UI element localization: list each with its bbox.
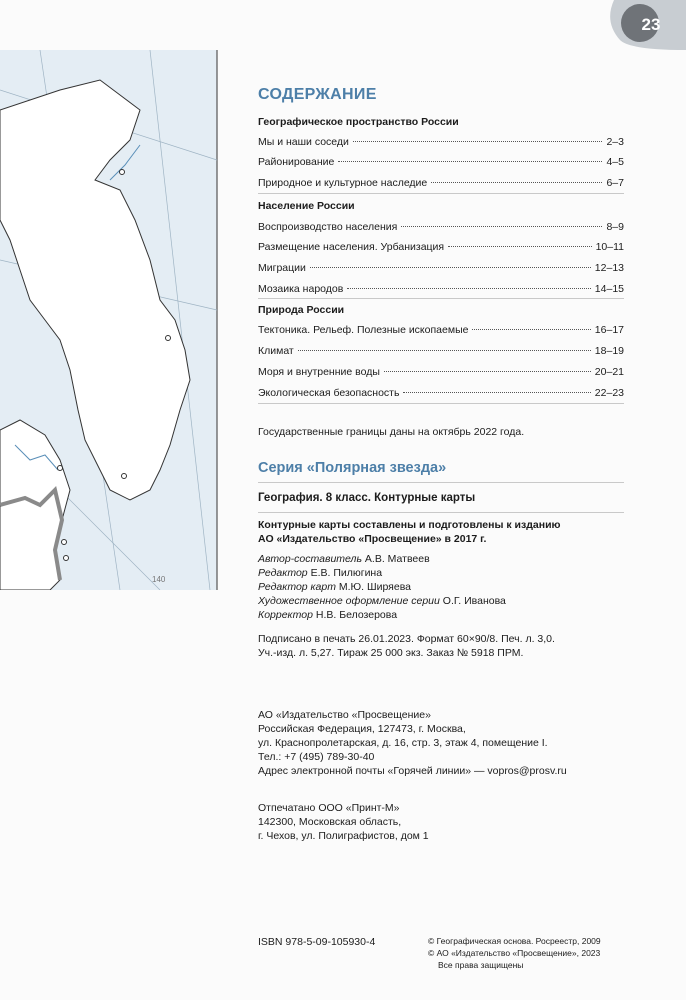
printer-line: Отпечатано ООО «Принт-М» (258, 802, 400, 814)
borders-note: Государственные границы даны на октябрь 2022 года. (258, 426, 525, 438)
toc-item[interactable] (258, 283, 624, 297)
contour-map (0, 50, 220, 590)
toc-item[interactable] (258, 177, 624, 191)
publisher-line: АО «Издательство «Просвещение» (258, 709, 431, 721)
toc-item-label: Воспроизводство населения (258, 221, 398, 233)
toc-item[interactable] (258, 136, 624, 150)
credit-line (258, 595, 506, 607)
toc-item-label: Мы и наши соседи (258, 136, 349, 148)
toc-divider (258, 403, 624, 404)
credit-line (258, 567, 382, 579)
toc-item-label: Климат (258, 345, 294, 357)
credit-role: Редактор (258, 567, 308, 579)
credit-name: Е.В. Пилюгина (310, 567, 383, 579)
toc-item[interactable] (258, 366, 624, 380)
credit-role: Корректор (258, 609, 313, 621)
series-title: Серия «Полярная звезда» (258, 460, 447, 476)
toc-item-pages: 14–15 (594, 283, 624, 295)
toc-item[interactable] (258, 387, 624, 401)
printer-line: 142300, Московская область, (258, 816, 402, 828)
credit-name: А.В. Матвеев (364, 553, 430, 565)
toc-item-pages: 10–11 (595, 241, 624, 253)
toc-item-label: Миграции (258, 262, 306, 274)
copyright-line: © Географическая основа. Росреестр, 2009 (428, 936, 601, 946)
toc-item-label: Тектоника. Рельеф. Полезные ископаемые (258, 324, 469, 336)
toc-item-pages: 4–5 (606, 156, 624, 168)
toc-item-pages: 8–9 (606, 221, 624, 233)
printer-line: г. Чехов, ул. Полиграфистов, дом 1 (258, 830, 429, 842)
toc-item[interactable] (258, 324, 624, 338)
toc-item-pages: 22–23 (594, 387, 624, 399)
toc-item-pages: 20–21 (594, 366, 624, 378)
toc-item-label: Размещение населения. Урбанизация (258, 241, 445, 253)
toc-item[interactable] (258, 241, 624, 255)
publisher-line: Тел.: +7 (495) 789-30-40 (258, 751, 375, 763)
credit-name: О.Г. Иванова (442, 595, 506, 607)
toc-section-title: Природа России (258, 304, 345, 316)
book-divider (258, 512, 624, 513)
copyright-line: © АО «Издательство «Просвещение», 2023 (428, 948, 601, 958)
toc-item-label: Экологическая безопасность (258, 387, 400, 399)
copyright-line: Все права защищены (438, 960, 524, 970)
toc-item-pages: 16–17 (594, 324, 624, 336)
toc-title: СОДЕРЖАНИЕ (258, 86, 377, 103)
credit-name: Н.В. Белозерова (315, 609, 398, 621)
toc-item-pages: 18–19 (594, 345, 624, 357)
toc-item-label: Моря и внутренние воды (258, 366, 380, 378)
map-longitude-label: 140 (152, 575, 166, 584)
toc-item[interactable] (258, 262, 624, 276)
toc-divider (258, 193, 624, 194)
toc-item-label: Мозаика народов (258, 283, 344, 295)
prepared-line-1: Контурные карты составлены и подготовлены к изданию (258, 519, 561, 531)
credit-role: Автор-составитель (258, 553, 362, 565)
toc-item-label: Природное и культурное наследие (258, 177, 428, 189)
credit-line (258, 553, 430, 565)
isbn: ISBN 978-5-09-105930-4 (258, 936, 376, 948)
toc-divider (258, 298, 624, 299)
credit-role: Художественное оформление серии (258, 595, 440, 607)
publisher-line: ул. Краснопролетарская, д. 16, стр. 3, этаж 4, помещение I. (258, 737, 548, 749)
publisher-line: Российская Федерация, 127473, г. Москва, (258, 723, 466, 735)
toc-item-label: Районирование (258, 156, 335, 168)
series-divider (258, 482, 624, 483)
toc-item-pages: 12–13 (594, 262, 624, 274)
toc-item[interactable] (258, 221, 624, 235)
page-number: 23 (641, 15, 661, 34)
credit-line (258, 581, 411, 593)
publisher-line: Адрес электронной почты «Горячей линии» — vopros@prosv.ru (258, 765, 567, 777)
toc-section-title: Географическое пространство России (258, 116, 459, 128)
toc-item[interactable] (258, 345, 624, 359)
credit-name: М.Ю. Ширяева (338, 581, 412, 593)
toc-item-pages: 6–7 (606, 177, 624, 189)
toc-item[interactable] (258, 156, 624, 170)
toc-section-title: Население России (258, 200, 355, 212)
print-info-line-2: Уч.-изд. л. 5,27. Тираж 25 000 экз. Заказ № 5918 ПРМ. (258, 647, 524, 659)
credit-role: Редактор карт (258, 581, 336, 593)
toc-item-pages: 2–3 (606, 136, 624, 148)
print-info-line-1: Подписано в печать 26.01.2023. Формат 60×90/8. Печ. л. 3,0. (258, 633, 555, 645)
book-title: География. 8 класс. Контурные карты (258, 492, 476, 504)
prepared-line-2: АО «Издательство «Просвещение» в 2017 г. (258, 533, 487, 545)
credit-line (258, 609, 397, 621)
